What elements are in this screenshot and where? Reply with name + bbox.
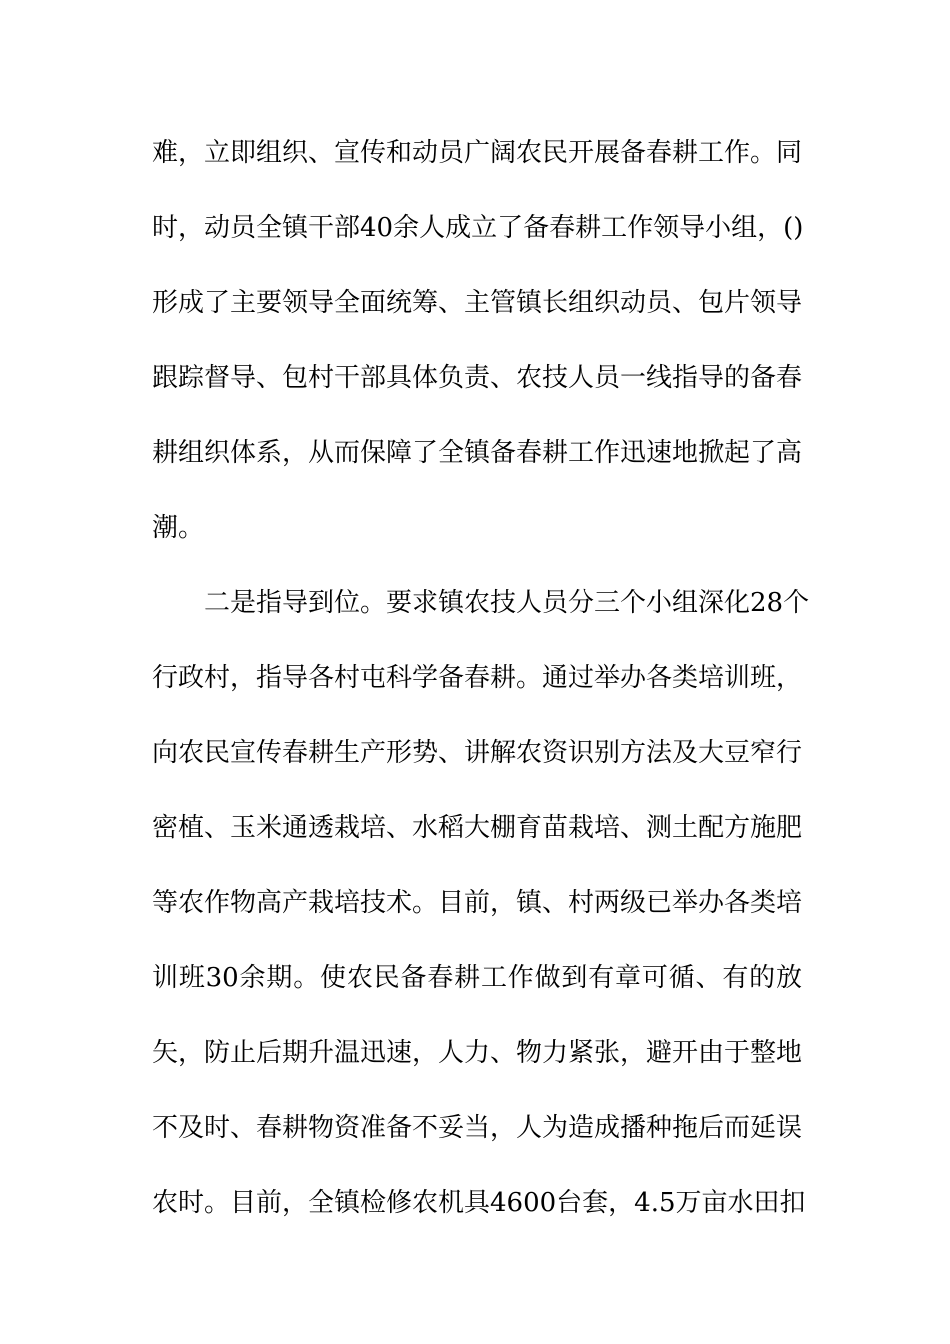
text-line: 训班30余期。使农民备春耕工作做到有章可循、有的放 [152,963,802,993]
text-line: 跟踪督导、包村干部具体负责、农技人员一线指导的备春 [152,363,803,393]
text-line: 等农作物高产栽培技术。目前，镇、村两级已举办各类培 [152,888,803,918]
text-line: 行政村，指导各村屯科学备春耕。通过举办各类培训班， [152,663,803,693]
text-line: 不及时、春耕物资准备不妥当，人为造成播种拖后而延误 [152,1113,803,1143]
text-line: 矢，防止后期升温迅速，人力、物力紧张，避开由于整地 [152,1038,803,1068]
text-line: 潮。 [152,513,205,543]
text-line: 密植、玉米通透栽培、水稻大棚育苗栽培、测土配方施肥 [152,813,803,843]
text-line: 难，立即组织、宣传和动员广阔农民开展备春耕工作。同 [152,138,803,168]
text-line: 向农民宣传春耕生产形势、讲解农资识别方法及大豆窄行 [152,738,803,768]
text-line: 时，动员全镇干部40余人成立了备春耕工作领导小组，() [152,213,804,243]
text-line: 农时。目前，全镇检修农机具4600台套，4.5万亩水田扣 [152,1188,806,1218]
text-line: 耕组织体系，从而保障了全镇备春耕工作迅速地掀起了高 [152,438,803,468]
text-line: 形成了主要领导全面统筹、主管镇长组织动员、包片领导 [152,288,803,318]
text-line: 二是指导到位。要求镇农技人员分三个小组深化28个 [204,588,810,618]
body-text [152,133,810,1258]
